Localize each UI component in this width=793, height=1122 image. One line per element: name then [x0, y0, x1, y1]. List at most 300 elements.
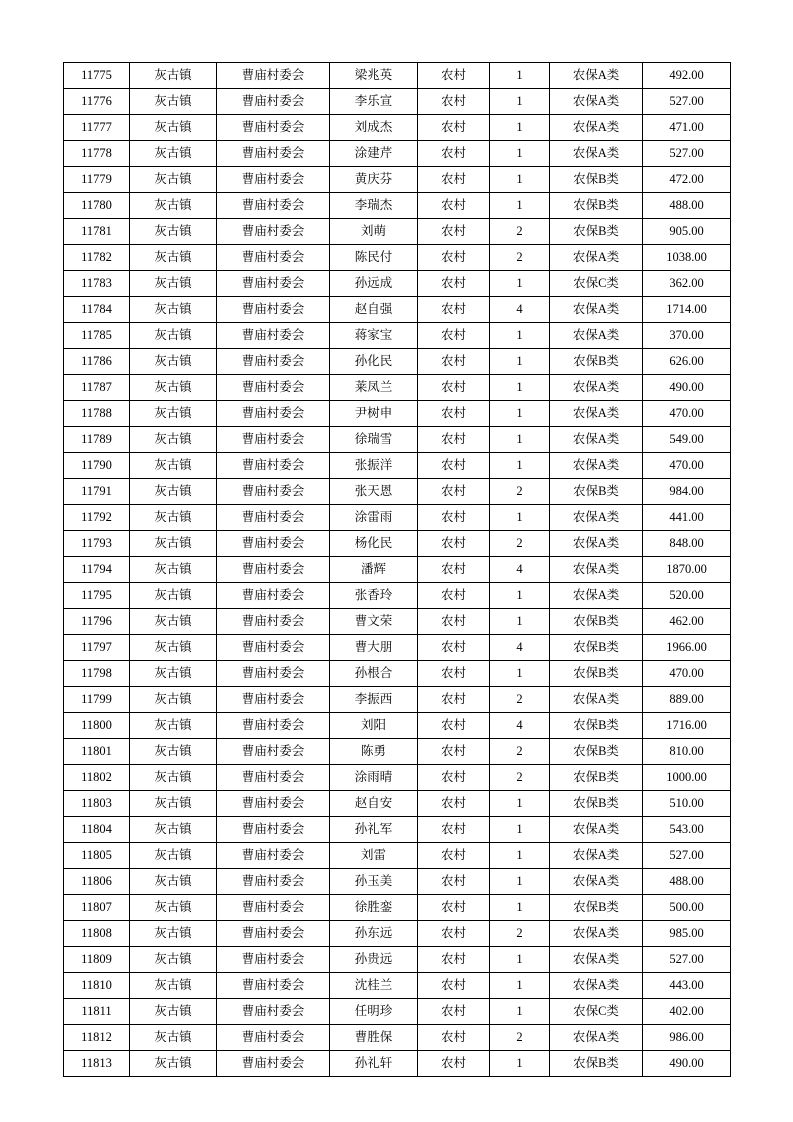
table-row [64, 505, 731, 531]
cell-category: 农保A类 [550, 921, 643, 947]
table-row [64, 115, 731, 141]
cell-count: 4 [490, 713, 550, 739]
cell-household-type: 农村 [418, 479, 490, 505]
cell-town: 灰古镇 [130, 583, 217, 609]
cell-village: 曹庙村委会 [217, 323, 330, 349]
cell-id: 11798 [64, 661, 130, 687]
cell-village: 曹庙村委会 [217, 219, 330, 245]
cell-town: 灰古镇 [130, 453, 217, 479]
table-row [64, 427, 731, 453]
table-row [64, 739, 731, 765]
cell-village: 曹庙村委会 [217, 89, 330, 115]
cell-category: 农保A类 [550, 453, 643, 479]
cell-name: 孙贵远 [330, 947, 418, 973]
cell-town: 灰古镇 [130, 297, 217, 323]
cell-category: 农保A类 [550, 687, 643, 713]
cell-id: 11811 [64, 999, 130, 1025]
cell-id: 11794 [64, 557, 130, 583]
cell-town: 灰古镇 [130, 323, 217, 349]
cell-town: 灰古镇 [130, 89, 217, 115]
cell-name: 张天恩 [330, 479, 418, 505]
cell-amount: 488.00 [643, 193, 731, 219]
cell-household-type: 农村 [418, 167, 490, 193]
cell-town: 灰古镇 [130, 635, 217, 661]
cell-amount: 1714.00 [643, 297, 731, 323]
cell-name: 赵自强 [330, 297, 418, 323]
cell-category: 农保A类 [550, 401, 643, 427]
cell-count: 2 [490, 765, 550, 791]
table-row [64, 999, 731, 1025]
cell-village: 曹庙村委会 [217, 843, 330, 869]
table-row [64, 271, 731, 297]
cell-id: 11777 [64, 115, 130, 141]
cell-count: 4 [490, 635, 550, 661]
cell-town: 灰古镇 [130, 479, 217, 505]
cell-count: 2 [490, 1025, 550, 1051]
cell-amount: 986.00 [643, 1025, 731, 1051]
cell-id: 11786 [64, 349, 130, 375]
cell-category: 农保B类 [550, 791, 643, 817]
table-row [64, 219, 731, 245]
cell-town: 灰古镇 [130, 271, 217, 297]
cell-id: 11805 [64, 843, 130, 869]
cell-household-type: 农村 [418, 635, 490, 661]
cell-count: 2 [490, 739, 550, 765]
cell-name: 沈桂兰 [330, 973, 418, 999]
cell-id: 11812 [64, 1025, 130, 1051]
cell-town: 灰古镇 [130, 687, 217, 713]
cell-id: 11792 [64, 505, 130, 531]
table-row [64, 323, 731, 349]
cell-name: 孙远成 [330, 271, 418, 297]
cell-amount: 527.00 [643, 947, 731, 973]
cell-category: 农保A类 [550, 297, 643, 323]
cell-amount: 441.00 [643, 505, 731, 531]
cell-name: 李振西 [330, 687, 418, 713]
cell-category: 农保B类 [550, 1051, 643, 1077]
cell-household-type: 农村 [418, 427, 490, 453]
cell-count: 1 [490, 167, 550, 193]
cell-name: 任明珍 [330, 999, 418, 1025]
cell-household-type: 农村 [418, 271, 490, 297]
table-row [64, 193, 731, 219]
cell-id: 11781 [64, 219, 130, 245]
cell-town: 灰古镇 [130, 193, 217, 219]
cell-town: 灰古镇 [130, 557, 217, 583]
table-row [64, 557, 731, 583]
cell-amount: 543.00 [643, 817, 731, 843]
table-row [64, 609, 731, 635]
cell-household-type: 农村 [418, 375, 490, 401]
cell-count: 2 [490, 479, 550, 505]
cell-household-type: 农村 [418, 349, 490, 375]
cell-name: 刘萌 [330, 219, 418, 245]
cell-amount: 527.00 [643, 89, 731, 115]
cell-village: 曹庙村委会 [217, 479, 330, 505]
cell-village: 曹庙村委会 [217, 401, 330, 427]
cell-town: 灰古镇 [130, 843, 217, 869]
cell-count: 1 [490, 791, 550, 817]
cell-name: 孙东远 [330, 921, 418, 947]
cell-village: 曹庙村委会 [217, 141, 330, 167]
table-row [64, 63, 731, 89]
cell-count: 4 [490, 557, 550, 583]
cell-household-type: 农村 [418, 739, 490, 765]
cell-name: 张振洋 [330, 453, 418, 479]
cell-category: 农保A类 [550, 557, 643, 583]
cell-amount: 1966.00 [643, 635, 731, 661]
cell-id: 11801 [64, 739, 130, 765]
cell-category: 农保A类 [550, 245, 643, 271]
cell-count: 1 [490, 609, 550, 635]
cell-household-type: 农村 [418, 219, 490, 245]
cell-amount: 810.00 [643, 739, 731, 765]
cell-village: 曹庙村委会 [217, 271, 330, 297]
cell-household-type: 农村 [418, 505, 490, 531]
cell-village: 曹庙村委会 [217, 245, 330, 271]
cell-amount: 492.00 [643, 63, 731, 89]
cell-id: 11775 [64, 63, 130, 89]
table-row [64, 895, 731, 921]
cell-household-type: 农村 [418, 141, 490, 167]
cell-count: 1 [490, 141, 550, 167]
cell-town: 灰古镇 [130, 921, 217, 947]
cell-village: 曹庙村委会 [217, 947, 330, 973]
cell-town: 灰古镇 [130, 869, 217, 895]
cell-household-type: 农村 [418, 687, 490, 713]
cell-amount: 370.00 [643, 323, 731, 349]
cell-id: 11778 [64, 141, 130, 167]
cell-name: 曹大朋 [330, 635, 418, 661]
cell-household-type: 农村 [418, 531, 490, 557]
cell-count: 1 [490, 843, 550, 869]
cell-count: 1 [490, 63, 550, 89]
cell-household-type: 农村 [418, 401, 490, 427]
cell-amount: 527.00 [643, 141, 731, 167]
cell-count: 1 [490, 999, 550, 1025]
cell-village: 曹庙村委会 [217, 297, 330, 323]
cell-amount: 889.00 [643, 687, 731, 713]
cell-amount: 472.00 [643, 167, 731, 193]
cell-household-type: 农村 [418, 921, 490, 947]
cell-village: 曹庙村委会 [217, 193, 330, 219]
table-row [64, 661, 731, 687]
cell-category: 农保B类 [550, 193, 643, 219]
table-row [64, 635, 731, 661]
cell-id: 11809 [64, 947, 130, 973]
cell-village: 曹庙村委会 [217, 765, 330, 791]
cell-category: 农保C类 [550, 999, 643, 1025]
cell-id: 11787 [64, 375, 130, 401]
cell-amount: 985.00 [643, 921, 731, 947]
cell-name: 涂雷雨 [330, 505, 418, 531]
cell-amount: 362.00 [643, 271, 731, 297]
cell-count: 1 [490, 193, 550, 219]
cell-count: 2 [490, 531, 550, 557]
cell-category: 农保B类 [550, 765, 643, 791]
cell-amount: 470.00 [643, 453, 731, 479]
table-row [64, 765, 731, 791]
cell-id: 11802 [64, 765, 130, 791]
cell-id: 11807 [64, 895, 130, 921]
cell-category: 农保A类 [550, 141, 643, 167]
cell-town: 灰古镇 [130, 375, 217, 401]
cell-household-type: 农村 [418, 89, 490, 115]
cell-household-type: 农村 [418, 973, 490, 999]
table-row [64, 1025, 731, 1051]
cell-id: 11782 [64, 245, 130, 271]
cell-category: 农保C类 [550, 271, 643, 297]
cell-id: 11799 [64, 687, 130, 713]
cell-category: 农保A类 [550, 869, 643, 895]
cell-town: 灰古镇 [130, 1051, 217, 1077]
table-row [64, 141, 731, 167]
table-body [64, 63, 731, 1077]
cell-household-type: 农村 [418, 1025, 490, 1051]
cell-category: 农保B类 [550, 609, 643, 635]
cell-name: 孙礼军 [330, 817, 418, 843]
cell-amount: 520.00 [643, 583, 731, 609]
cell-amount: 1000.00 [643, 765, 731, 791]
cell-village: 曹庙村委会 [217, 349, 330, 375]
cell-household-type: 农村 [418, 765, 490, 791]
cell-amount: 490.00 [643, 1051, 731, 1077]
cell-name: 尹树申 [330, 401, 418, 427]
cell-name: 蒋家宝 [330, 323, 418, 349]
cell-name: 刘阳 [330, 713, 418, 739]
cell-town: 灰古镇 [130, 1025, 217, 1051]
table-row [64, 869, 731, 895]
cell-household-type: 农村 [418, 661, 490, 687]
cell-name: 曹胜保 [330, 1025, 418, 1051]
cell-count: 1 [490, 947, 550, 973]
cell-village: 曹庙村委会 [217, 63, 330, 89]
cell-amount: 626.00 [643, 349, 731, 375]
cell-town: 灰古镇 [130, 245, 217, 271]
cell-amount: 462.00 [643, 609, 731, 635]
cell-household-type: 农村 [418, 297, 490, 323]
cell-category: 农保A类 [550, 427, 643, 453]
cell-town: 灰古镇 [130, 895, 217, 921]
cell-town: 灰古镇 [130, 713, 217, 739]
cell-household-type: 农村 [418, 557, 490, 583]
cell-town: 灰古镇 [130, 115, 217, 141]
cell-name: 孙化民 [330, 349, 418, 375]
cell-id: 11783 [64, 271, 130, 297]
cell-name: 孙根合 [330, 661, 418, 687]
cell-amount: 488.00 [643, 869, 731, 895]
cell-category: 农保A类 [550, 583, 643, 609]
cell-town: 灰古镇 [130, 219, 217, 245]
cell-count: 1 [490, 453, 550, 479]
cell-amount: 490.00 [643, 375, 731, 401]
cell-household-type: 农村 [418, 115, 490, 141]
cell-village: 曹庙村委会 [217, 557, 330, 583]
cell-town: 灰古镇 [130, 947, 217, 973]
cell-id: 11785 [64, 323, 130, 349]
cell-count: 1 [490, 375, 550, 401]
cell-household-type: 农村 [418, 895, 490, 921]
cell-town: 灰古镇 [130, 661, 217, 687]
cell-category: 农保B类 [550, 167, 643, 193]
cell-count: 1 [490, 505, 550, 531]
cell-category: 农保B类 [550, 635, 643, 661]
cell-village: 曹庙村委会 [217, 505, 330, 531]
cell-count: 1 [490, 869, 550, 895]
cell-id: 11810 [64, 973, 130, 999]
cell-town: 灰古镇 [130, 141, 217, 167]
cell-category: 农保A类 [550, 843, 643, 869]
cell-count: 1 [490, 1051, 550, 1077]
cell-id: 11804 [64, 817, 130, 843]
cell-household-type: 农村 [418, 193, 490, 219]
cell-household-type: 农村 [418, 791, 490, 817]
cell-amount: 510.00 [643, 791, 731, 817]
cell-id: 11797 [64, 635, 130, 661]
cell-household-type: 农村 [418, 869, 490, 895]
cell-town: 灰古镇 [130, 765, 217, 791]
cell-village: 曹庙村委会 [217, 1051, 330, 1077]
cell-name: 梁兆英 [330, 63, 418, 89]
cell-category: 农保A类 [550, 505, 643, 531]
cell-village: 曹庙村委会 [217, 869, 330, 895]
cell-household-type: 农村 [418, 817, 490, 843]
cell-id: 11803 [64, 791, 130, 817]
cell-town: 灰古镇 [130, 427, 217, 453]
cell-name: 涂建芹 [330, 141, 418, 167]
table-row [64, 583, 731, 609]
cell-village: 曹庙村委会 [217, 609, 330, 635]
table-row [64, 791, 731, 817]
cell-village: 曹庙村委会 [217, 531, 330, 557]
cell-category: 农保B类 [550, 219, 643, 245]
cell-village: 曹庙村委会 [217, 453, 330, 479]
cell-household-type: 农村 [418, 1051, 490, 1077]
cell-id: 11790 [64, 453, 130, 479]
cell-village: 曹庙村委会 [217, 375, 330, 401]
cell-town: 灰古镇 [130, 401, 217, 427]
table-row [64, 375, 731, 401]
cell-name: 潘辉 [330, 557, 418, 583]
cell-id: 11793 [64, 531, 130, 557]
table-row [64, 817, 731, 843]
table-row [64, 349, 731, 375]
cell-count: 2 [490, 219, 550, 245]
cell-amount: 402.00 [643, 999, 731, 1025]
cell-id: 11779 [64, 167, 130, 193]
cell-amount: 549.00 [643, 427, 731, 453]
cell-name: 孙玉美 [330, 869, 418, 895]
cell-village: 曹庙村委会 [217, 973, 330, 999]
cell-count: 1 [490, 427, 550, 453]
cell-category: 农保B类 [550, 895, 643, 921]
cell-household-type: 农村 [418, 453, 490, 479]
cell-category: 农保A类 [550, 115, 643, 141]
cell-name: 李乐宣 [330, 89, 418, 115]
cell-category: 农保A类 [550, 973, 643, 999]
cell-count: 1 [490, 401, 550, 427]
cell-amount: 500.00 [643, 895, 731, 921]
cell-category: 农保B类 [550, 661, 643, 687]
cell-id: 11788 [64, 401, 130, 427]
cell-village: 曹庙村委会 [217, 635, 330, 661]
cell-count: 1 [490, 973, 550, 999]
cell-town: 灰古镇 [130, 349, 217, 375]
cell-household-type: 农村 [418, 999, 490, 1025]
cell-count: 2 [490, 245, 550, 271]
cell-town: 灰古镇 [130, 505, 217, 531]
cell-name: 杨化民 [330, 531, 418, 557]
cell-name: 刘雷 [330, 843, 418, 869]
cell-amount: 1716.00 [643, 713, 731, 739]
cell-id: 11806 [64, 869, 130, 895]
cell-village: 曹庙村委会 [217, 739, 330, 765]
cell-count: 1 [490, 89, 550, 115]
cell-id: 11796 [64, 609, 130, 635]
cell-name: 涂雨晴 [330, 765, 418, 791]
cell-amount: 984.00 [643, 479, 731, 505]
cell-id: 11780 [64, 193, 130, 219]
cell-id: 11795 [64, 583, 130, 609]
cell-town: 灰古镇 [130, 609, 217, 635]
cell-village: 曹庙村委会 [217, 713, 330, 739]
cell-category: 农保B类 [550, 739, 643, 765]
cell-name: 李瑞杰 [330, 193, 418, 219]
cell-town: 灰古镇 [130, 531, 217, 557]
table-row [64, 973, 731, 999]
table-row [64, 1051, 731, 1077]
cell-count: 4 [490, 297, 550, 323]
cell-amount: 1038.00 [643, 245, 731, 271]
cell-amount: 905.00 [643, 219, 731, 245]
cell-count: 1 [490, 349, 550, 375]
cell-category: 农保A类 [550, 323, 643, 349]
cell-amount: 471.00 [643, 115, 731, 141]
cell-household-type: 农村 [418, 947, 490, 973]
cell-count: 1 [490, 661, 550, 687]
cell-name: 孙礼轩 [330, 1051, 418, 1077]
cell-town: 灰古镇 [130, 817, 217, 843]
cell-id: 11776 [64, 89, 130, 115]
cell-village: 曹庙村委会 [217, 167, 330, 193]
cell-household-type: 农村 [418, 323, 490, 349]
cell-count: 2 [490, 921, 550, 947]
cell-name: 张香玲 [330, 583, 418, 609]
table-row [64, 713, 731, 739]
cell-category: 农保A类 [550, 63, 643, 89]
cell-name: 陈民付 [330, 245, 418, 271]
table-row [64, 921, 731, 947]
cell-category: 农保B类 [550, 479, 643, 505]
cell-town: 灰古镇 [130, 791, 217, 817]
cell-household-type: 农村 [418, 63, 490, 89]
cell-count: 1 [490, 115, 550, 141]
cell-name: 徐胜銮 [330, 895, 418, 921]
cell-name: 赵自安 [330, 791, 418, 817]
cell-village: 曹庙村委会 [217, 921, 330, 947]
cell-count: 1 [490, 583, 550, 609]
table-row [64, 453, 731, 479]
cell-household-type: 农村 [418, 583, 490, 609]
cell-category: 农保B类 [550, 713, 643, 739]
cell-town: 灰古镇 [130, 999, 217, 1025]
cell-category: 农保A类 [550, 531, 643, 557]
cell-household-type: 农村 [418, 609, 490, 635]
cell-count: 1 [490, 817, 550, 843]
cell-household-type: 农村 [418, 713, 490, 739]
cell-amount: 470.00 [643, 401, 731, 427]
cell-category: 农保A类 [550, 89, 643, 115]
